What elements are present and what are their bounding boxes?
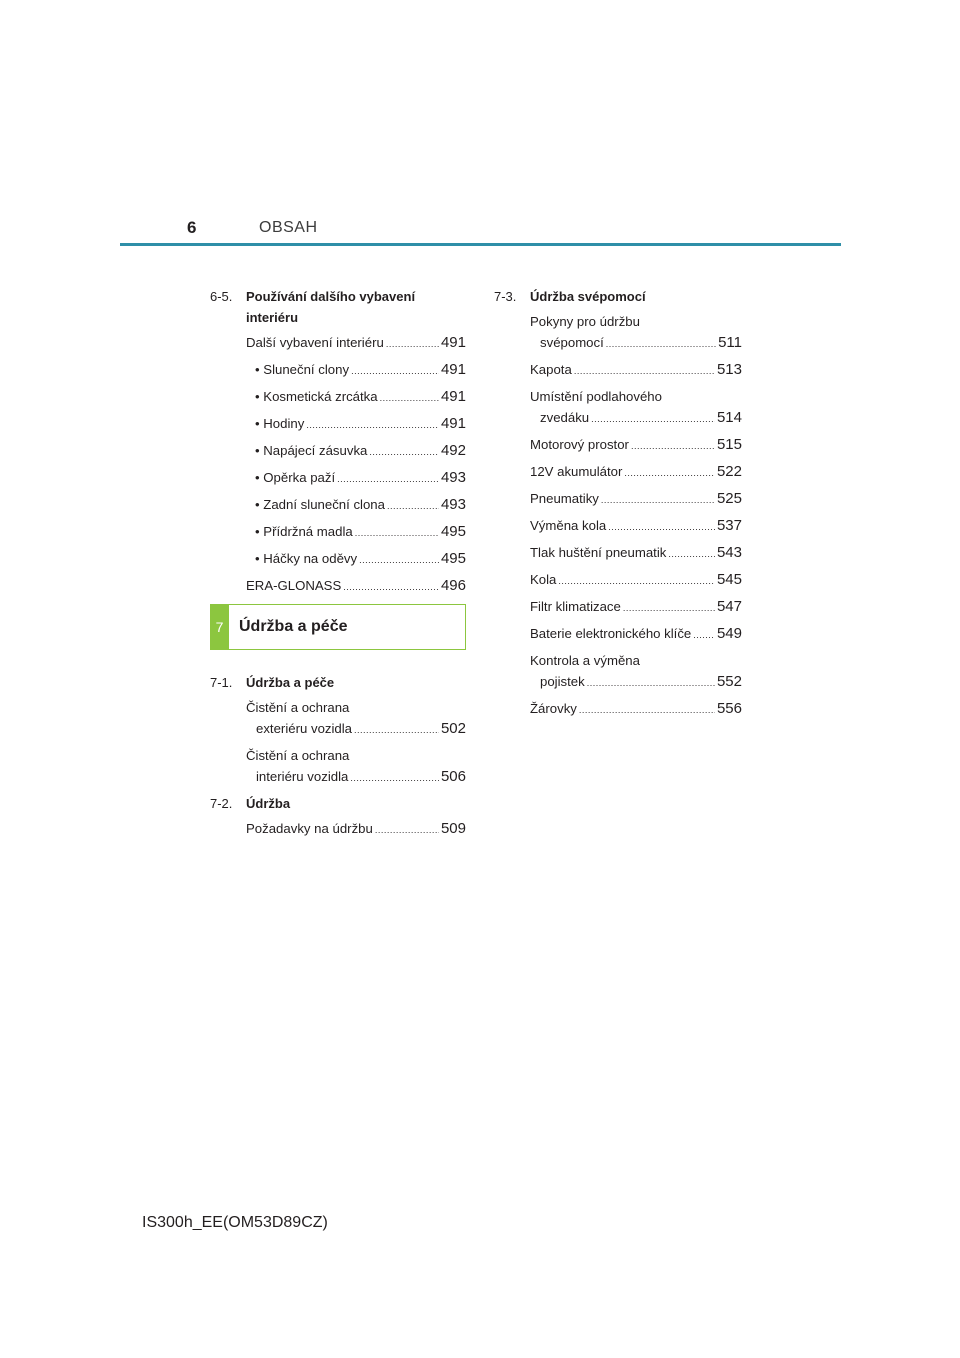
entry-page: 525: [716, 490, 742, 507]
entry-page: 513: [716, 361, 742, 378]
section-heading-7-1: [210, 672, 466, 693]
entry-title: Pneumatiky: [530, 491, 599, 506]
leader-dots: [386, 334, 439, 355]
section-number: 7-2.: [210, 796, 233, 811]
leader-dots: [337, 469, 439, 490]
entry-title: Žárovky: [530, 701, 577, 716]
entry-page: 491: [440, 361, 466, 378]
toc-subentry[interactable]: [210, 386, 466, 409]
leader-dots: [380, 388, 439, 409]
leader-dots: [631, 436, 715, 457]
toc-subentry[interactable]: [210, 413, 466, 436]
entry-title: • Přídržná madla: [255, 524, 353, 539]
toc-entry[interactable]: [494, 623, 742, 646]
toc-entry[interactable]: [210, 697, 466, 741]
entry-title-line-1: Čistění a ochrana: [246, 700, 350, 715]
section-title-line-2: interiéru: [246, 310, 299, 325]
chapter-number-tab: 7: [210, 605, 229, 649]
toc-entry[interactable]: [494, 311, 742, 355]
toc-entry[interactable]: [494, 515, 742, 538]
leader-dots: [387, 496, 439, 517]
entry-page: 495: [440, 523, 466, 540]
leader-dots: [623, 598, 715, 619]
toc-entry[interactable]: [494, 569, 742, 592]
toc-right-column: [494, 286, 742, 725]
entry-title-line-2: svépomocí: [540, 335, 604, 350]
entry-page: 556: [716, 700, 742, 717]
entry-page: 549: [716, 625, 742, 642]
entry-page: 522: [716, 463, 742, 480]
toc-entry[interactable]: [210, 745, 466, 789]
toc-left-column: [210, 286, 466, 845]
leader-dots: [587, 673, 715, 694]
leader-dots: [693, 625, 715, 646]
entry-page: 537: [716, 517, 742, 534]
leader-dots: [624, 463, 715, 484]
entry-page: 545: [716, 571, 742, 588]
entry-title: Tlak huštění pneumatik: [530, 545, 667, 560]
entry-title: • Háčky na oděvy: [255, 551, 358, 566]
leader-dots: [343, 577, 439, 598]
entry-title: • Sluneční clony: [255, 362, 350, 377]
entry-page: 552: [716, 673, 742, 690]
entry-title: Výměna kola: [530, 518, 607, 533]
toc-entry[interactable]: [494, 596, 742, 619]
entry-title-line-2: interiéru vozidla: [256, 769, 349, 784]
entry-title-line-1: Pokyny pro údržbu: [530, 314, 640, 329]
footer-document-code: IS300h_EE(OM53D89CZ): [142, 1214, 328, 1231]
entry-title: Filtr klimatizace: [530, 599, 621, 614]
entry-title-line-2: zvedáku: [540, 410, 590, 425]
toc-entry[interactable]: [494, 542, 742, 565]
leader-dots: [369, 442, 439, 463]
entry-page: 495: [440, 550, 466, 567]
entry-page: 547: [716, 598, 742, 615]
toc-subentry[interactable]: [210, 494, 466, 517]
section-number: 7-3.: [494, 289, 517, 304]
leader-dots: [601, 490, 715, 511]
leader-dots: [354, 720, 439, 741]
entry-title: • Opěrka paží: [255, 470, 336, 485]
entry-page: 491: [440, 388, 466, 405]
chapter-title: Údržba a péče: [239, 618, 348, 635]
entry-title: • Zadní sluneční clona: [255, 497, 385, 512]
leader-dots: [668, 544, 715, 565]
page-number: 6: [187, 218, 197, 237]
toc-entry[interactable]: [494, 698, 742, 721]
leader-dots: [579, 700, 715, 721]
entry-page: 514: [716, 409, 742, 426]
entry-title: • Napájecí zásuvka: [255, 443, 368, 458]
entry-title: Baterie elektronického klíče: [530, 626, 692, 641]
toc-entry[interactable]: [494, 386, 742, 430]
entry-page: 543: [716, 544, 742, 561]
entry-title-line-2: pojistek: [540, 674, 585, 689]
toc-subentry[interactable]: [210, 548, 466, 571]
entry-page: 502: [440, 720, 466, 737]
entry-title-line-1: Čistění a ochrana: [246, 748, 350, 763]
leader-dots: [350, 768, 439, 789]
leader-dots: [375, 820, 439, 841]
entry-title: • Hodiny: [255, 416, 305, 431]
leader-dots: [558, 571, 715, 592]
section-number: 6-5.: [210, 289, 233, 304]
entry-title: 12V akumulátor: [530, 464, 623, 479]
entry-title: Další vybavení interiéru: [246, 335, 384, 350]
entry-title-line-2: exteriéru vozidla: [256, 721, 353, 736]
toc-entry[interactable]: [494, 434, 742, 457]
leader-dots: [608, 517, 715, 538]
leader-dots: [351, 361, 439, 382]
entry-page: 496: [440, 577, 466, 594]
toc-entry[interactable]: [494, 488, 742, 511]
toc-entry[interactable]: [494, 650, 742, 694]
section-title: Údržba a péče: [246, 675, 335, 690]
leader-dots: [574, 361, 715, 382]
entry-page: 506: [440, 768, 466, 785]
entry-title: Kola: [530, 572, 557, 587]
leader-dots: [606, 334, 716, 355]
entry-title: Motorový prostor: [530, 437, 629, 452]
toc-subentry[interactable]: [210, 359, 466, 382]
toc-subentry[interactable]: [210, 521, 466, 544]
toc-entry[interactable]: [210, 575, 466, 598]
entry-page: 492: [440, 442, 466, 459]
toc-subentry[interactable]: [210, 467, 466, 490]
entry-page: 493: [440, 469, 466, 486]
entry-page: 491: [440, 415, 466, 432]
leader-dots: [306, 415, 439, 436]
page-header-title: OBSAH: [259, 219, 318, 236]
section-heading-6-5: [210, 286, 466, 328]
entry-title-line-1: Kontrola a výměna: [530, 653, 640, 668]
toc-subentry[interactable]: [210, 440, 466, 463]
entry-title-line-1: Umístění podlahového: [530, 389, 662, 404]
chapter-box[interactable]: [210, 604, 466, 650]
entry-page: 509: [440, 820, 466, 837]
entry-page: 511: [718, 334, 742, 351]
entry-page: 491: [440, 334, 466, 351]
entry-title: • Kosmetická zrcátka: [255, 389, 378, 404]
leader-dots: [359, 550, 439, 571]
leader-dots: [355, 523, 439, 544]
section-number: 7-1.: [210, 675, 233, 690]
toc-entry[interactable]: [210, 332, 466, 355]
entry-title: Požadavky na údržbu: [246, 821, 373, 836]
toc-entry[interactable]: [210, 818, 466, 841]
section-heading-7-2: [210, 793, 466, 814]
entry-page: 493: [440, 496, 466, 513]
toc-entry[interactable]: [494, 461, 742, 484]
header-rule: [120, 243, 841, 246]
entry-title: ERA-GLONASS: [246, 578, 342, 593]
section-title: Údržba: [246, 796, 291, 811]
toc-entry[interactable]: [494, 359, 742, 382]
section-title: Údržba svépomocí: [530, 289, 646, 304]
entry-title: Kapota: [530, 362, 572, 377]
section-heading-7-3: [494, 286, 742, 307]
entry-page: 515: [716, 436, 742, 453]
leader-dots: [591, 409, 715, 430]
section-title-line-1: Používání dalšího vybavení: [246, 289, 416, 304]
